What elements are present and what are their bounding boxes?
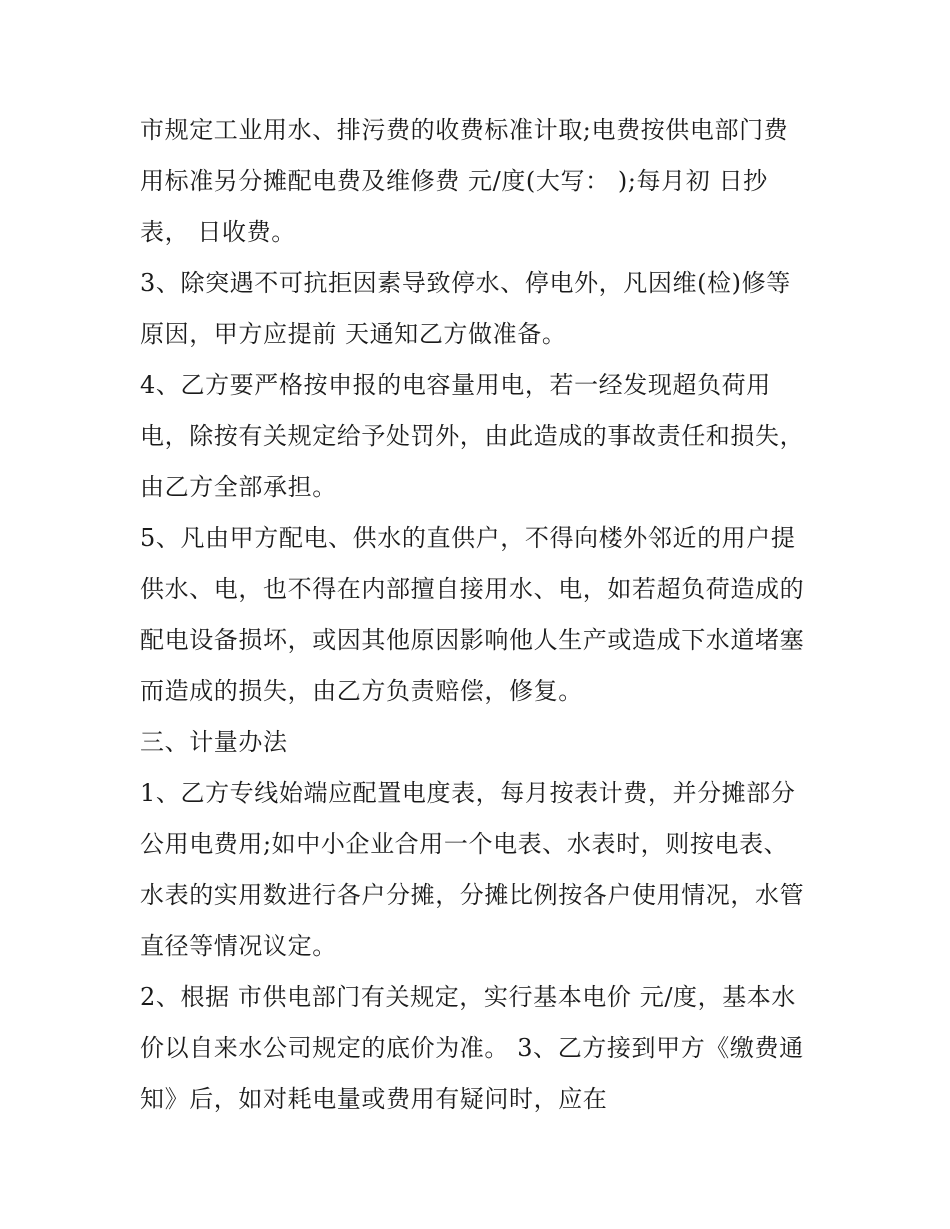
text-line: 3、除突遇不可抗拒因素导致停水、停电外，凡因维(检)修等 — [140, 269, 791, 297]
text-line: 市规定工业用水、排污费的收费标准计取;电费按供电部门费 — [140, 116, 789, 144]
text-line: 电，除按有关规定给予处罚外，由此造成的事故责任和损失， — [140, 422, 805, 450]
text-line: 4、乙方要严格按申报的电容量用电，若一经发现超负荷用 — [140, 371, 771, 399]
section-heading: 三、计量办法 — [140, 728, 288, 756]
text-line: 水表的实用数进行各户分摊，分摊比例按各户使用情况，水管 — [140, 881, 805, 909]
text-line: 表， 日收费。 — [140, 218, 296, 246]
text-line: 价以自来水公司规定的底价为准。 3、乙方接到甲方《缴费通 — [140, 1034, 804, 1062]
text-line: 原因，甲方应提前 天通知乙方做准备。 — [140, 320, 567, 348]
text-line: 由乙方全部承担。 — [140, 473, 337, 501]
text-line: 直径等情况议定。 — [140, 932, 337, 960]
text-line: 用标准另分摊配电费及维修费 元/度(大写： );每月初 日抄 — [140, 167, 768, 195]
text-line: 供水、电，也不得在内部擅自接用水、电，如若超负荷造成的 — [140, 575, 805, 603]
document-body — [140, 105, 820, 1125]
text-line: 公用电费用;如中小企业合用一个电表、水表时，则按电表、 — [140, 830, 789, 858]
text-line: 而造成的损失，由乙方负责赔偿，修复。 — [140, 677, 583, 705]
text-line: 2、根据 市供电部门有关规定，实行基本电价 元/度，基本水 — [140, 983, 797, 1011]
text-line: 1、乙方专线始端应配置电度表，每月按表计费，并分摊部分 — [140, 779, 796, 807]
text-line: 知》后，如对耗电量或费用有疑问时，应在 — [140, 1085, 608, 1113]
text-line: 配电设备损坏，或因其他原因影响他人生产或造成下水道堵塞 — [140, 626, 805, 654]
text-line: 5、凡由甲方配电、供水的直供户，不得向楼外邻近的用户提 — [140, 524, 796, 552]
